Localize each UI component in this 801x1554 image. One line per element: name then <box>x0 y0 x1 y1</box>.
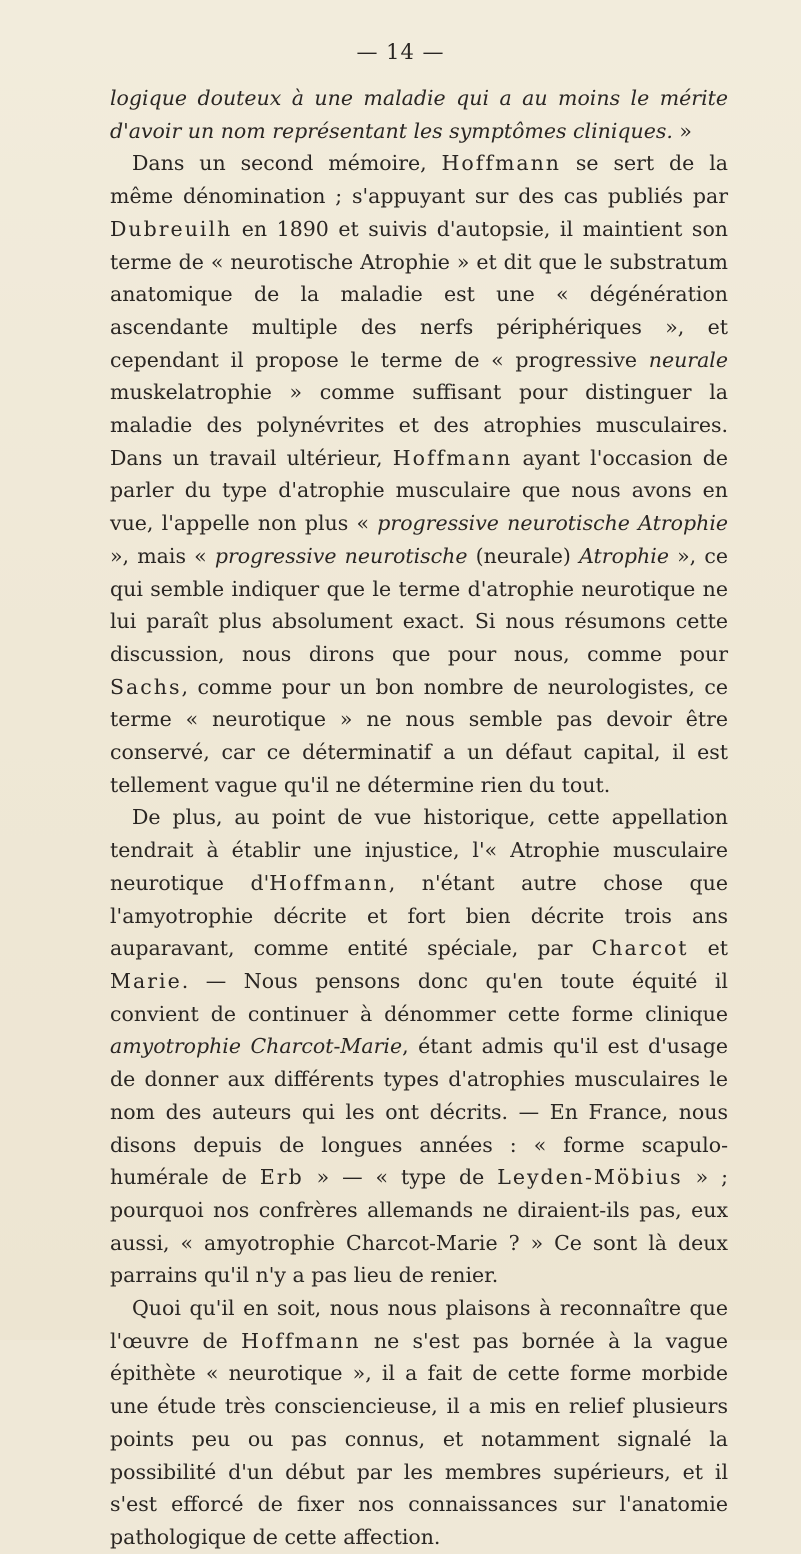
text-run: ne s'est pas bornée à la vague épithète « neurotique », il a fait de cette forme morbide une étude très consciencieuse, il a mis en relief plusieurs points peu ou pas connus, et notamment signalé la possibilité d'un début par les membres supérieurs, et il s'est efforcé de fixer nos connaissances sur l'anatomie pathologique de cette affection. <box>110 1328 729 1549</box>
paragraph <box>110 1292 728 1554</box>
body-text <box>110 82 728 1554</box>
author-name: Dubreuilh <box>110 216 233 241</box>
text-run: » — « type de <box>303 1165 498 1190</box>
paragraph <box>110 801 728 1292</box>
page-number: — 14 — <box>356 40 445 64</box>
italic-text: progressive neurotische Atrophie <box>377 511 729 536</box>
text-run: en 1890 et suivis d'autopsie, il maintient son terme de « neurotische Atrophie » et dit que le substratum anatomique de la maladie est une « dégénération ascendante multiple des nerfs périphériques », et cependant il propose le terme de « progressive <box>110 216 728 372</box>
text-run: Dans un second mémoire, <box>132 151 442 176</box>
text-run: muskelatrophie » comme suffisant pour distinguer la maladie des polynévrites et des atrophies musculaires. Dans un travail ultérieur, <box>110 380 728 470</box>
text-run: (neurale) <box>467 543 580 568</box>
text-run: , comme pour un bon nombre de neurologistes, ce terme « neurotique » ne nous semble pas devoir être conservé, car ce déterminatif a un défaut capital, il est tellement vague qu'il ne détermine rien du tout. <box>110 674 728 797</box>
author-name: Marie <box>110 968 182 993</box>
italic-text: logique douteux à une maladie qui a au moins le mérite d'avoir un nom représentant les symptômes cliniques. <box>110 86 728 143</box>
author-name: Hoffmann <box>392 445 513 470</box>
italic-text: progressive neurotische <box>214 543 468 568</box>
text-run: ayant l'occasion de parler du type d'atrophie musculaire que nous avons en vue, l'appelle non plus « <box>110 445 728 536</box>
author-name: Erb <box>259 1165 304 1190</box>
author-name: Hoffmann <box>441 151 562 176</box>
text-run: se sert de la même dénomination ; s'appuyant sur des cas publiés par <box>110 151 728 209</box>
paragraph <box>110 147 728 801</box>
text-run: De plus, au point de vue historique, cette appellation tendrait à établir une injustice, l'« Atrophie musculaire neurotique d' <box>110 805 728 895</box>
author-name: Hoffmann <box>241 1328 361 1353</box>
text-run: , n'étant autre chose que l'amyotrophie décrite et fort bien décrite trois ans auparavant, comme entité spéciale, par <box>110 870 728 961</box>
author-name: Sachs <box>110 674 182 699</box>
author-name: Charcot <box>591 936 689 961</box>
text-run: », mais « <box>110 543 215 568</box>
italic-text: amyotrophie Charcot-Marie <box>110 1034 403 1059</box>
text-run: » ; pourquoi nos confrères allemands ne diraient-ils pas, eux aussi, « amyotrophie Charcot-Marie ? » Ce sont là deux parrains qu'il n'y a pas lieu de renier. <box>110 1165 728 1288</box>
italic-text: Atrophie <box>579 543 669 568</box>
text-run: et <box>688 936 728 961</box>
text-run: » <box>672 118 692 143</box>
paragraph <box>110 82 728 147</box>
text-run: . — Nous pensons donc qu'en toute équité il convient de continuer à dénommer cette forme clinique <box>110 968 728 1026</box>
author-name: Hoffmann <box>269 870 389 895</box>
text-run: , étant admis qu'il est d'usage de donner aux différents types d'atrophies musculaires le nom des auteurs qui les ont décrits. — En France, nous disons depuis de longues années : « forme scapulo-humérale de <box>110 1034 728 1190</box>
author-name: Leyden-Möbius <box>497 1165 683 1190</box>
text-run: Quoi qu'il en soit, nous nous plaisons à reconnaître que l'œuvre de <box>110 1296 728 1353</box>
italic-text: neurale <box>648 347 728 372</box>
text-run: », ce qui semble indiquer que le terme d'atrophie neurotique ne lui paraît plus absolument exact. Si nous résumons cette discussion, nous dirons que pour nous, comme pour <box>110 543 728 666</box>
